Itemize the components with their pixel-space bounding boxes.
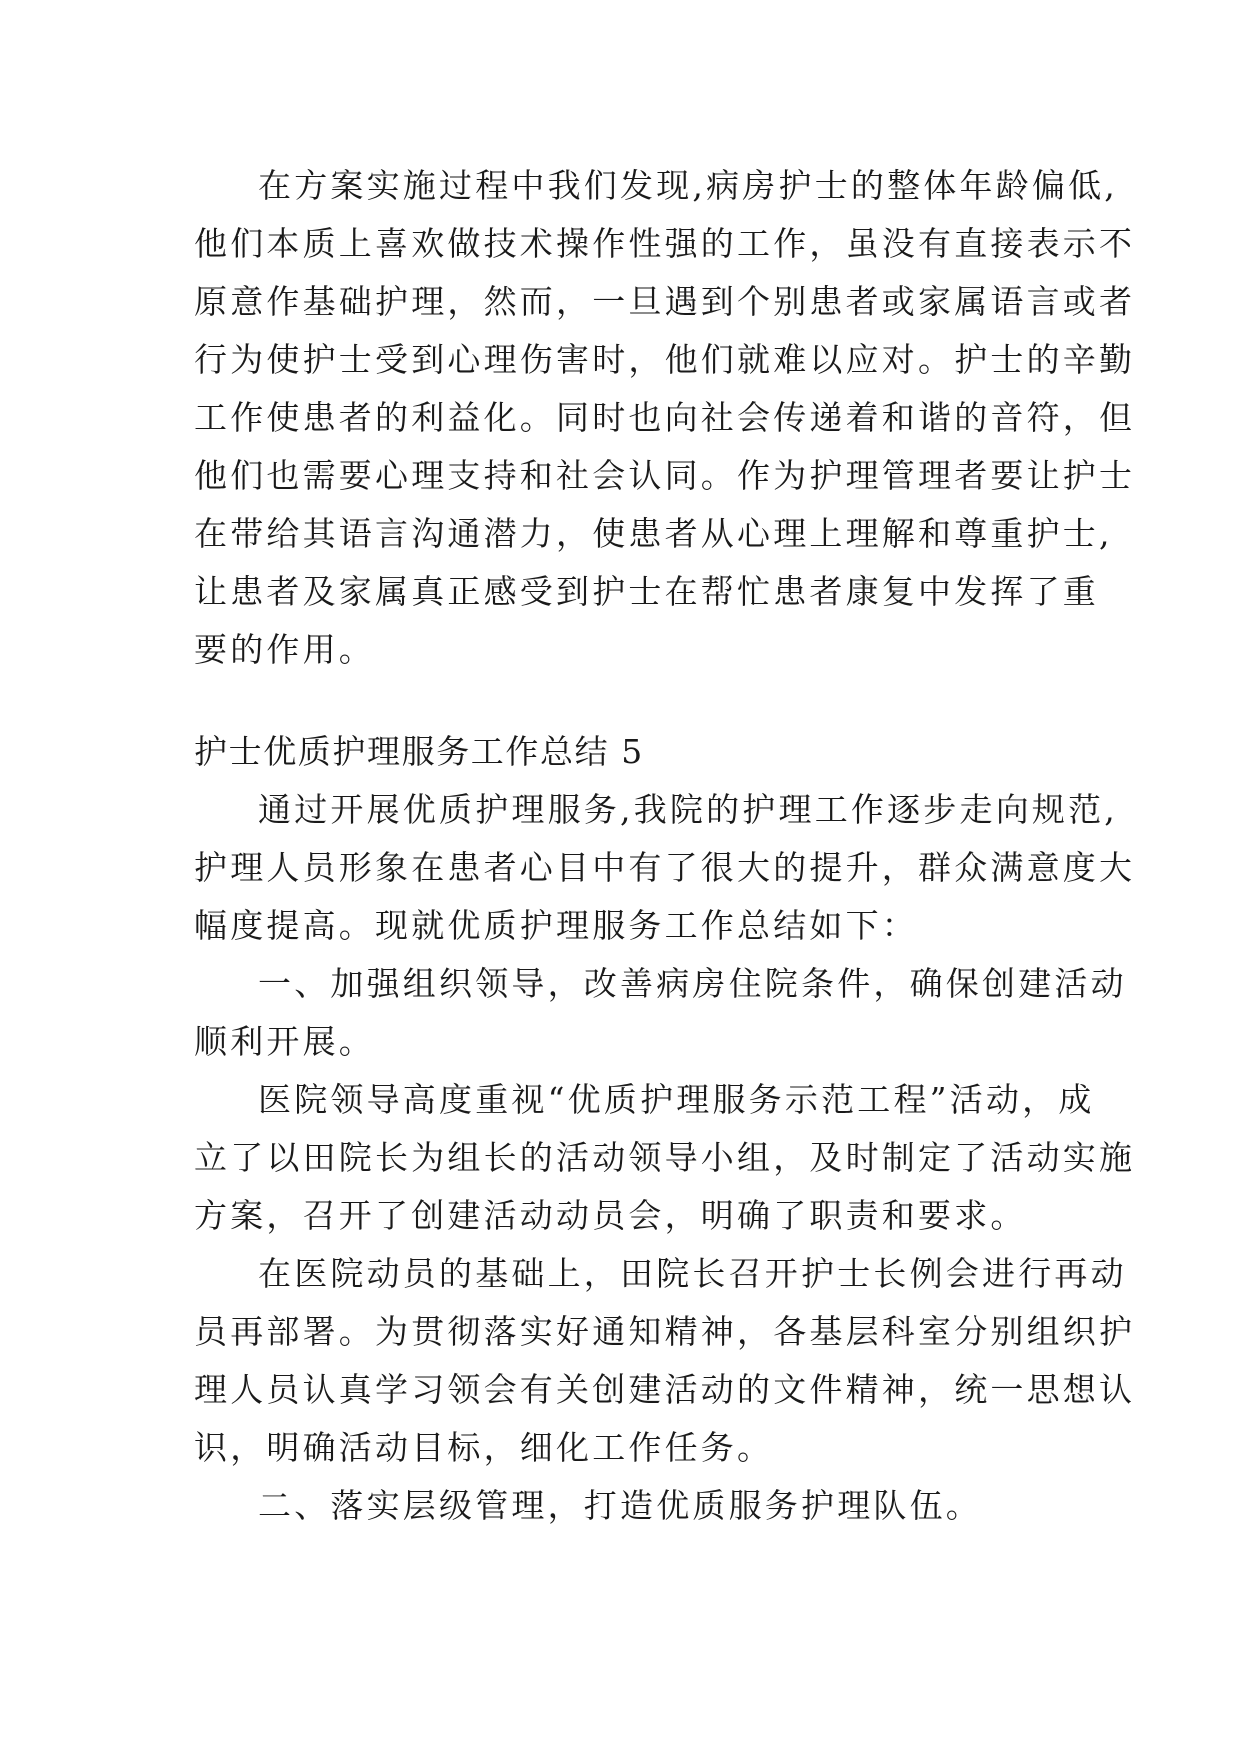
paragraph-line: 顺利开展。: [194, 1022, 375, 1061]
paragraph-line: 在医院动员的基础上，田院长召开护士长例会进行再动: [258, 1254, 1127, 1293]
paragraph-line: 通过开展优质护理服务,我院的护理工作逐步走向规范,: [258, 790, 1118, 829]
paragraph-line: 他们本质上喜欢做技术操作性强的工作，虽没有直接表示不: [194, 224, 1136, 263]
section-heading: 护士优质护理服务工作总结 5: [194, 732, 644, 771]
paragraph-line: 幅度提高。现就优质护理服务工作总结如下：: [194, 906, 918, 945]
paragraph-line: 医院领导高度重视“优质护理服务示范工程”活动，成: [258, 1080, 1095, 1119]
paragraph-line: 二、落实层级管理，打造优质服务护理队伍。: [258, 1486, 982, 1525]
paragraph-line: 原意作基础护理，然而，一旦遇到个别患者或家属语言或者: [194, 282, 1136, 321]
paragraph-line: 在带给其语言沟通潜力，使患者从心理上理解和尊重护士,: [194, 514, 1113, 553]
paragraph-line: 方案，召开了创建活动动员会，明确了职责和要求。: [194, 1196, 1027, 1235]
paragraph-line: 他们也需要心理支持和社会认同。作为护理管理者要让护士: [194, 456, 1136, 495]
paragraph-line: 工作使患者的利益化。同时也向社会传递着和谐的音符，但: [194, 398, 1136, 437]
paragraph-line: 行为使护士受到心理伤害时，他们就难以应对。护士的辛勤: [194, 340, 1136, 379]
paragraph-line: 立了以田院长为组长的活动领导小组，及时制定了活动实施: [194, 1138, 1136, 1177]
paragraph-line: 要的作用。: [194, 630, 375, 669]
paragraph-line: 护理人员形象在患者心目中有了很大的提升，群众满意度大: [194, 848, 1136, 887]
paragraph-line: 理人员认真学习领会有关创建活动的文件精神，统一思想认: [194, 1370, 1136, 1409]
paragraph-line: 让患者及家属真正感受到护士在帮忙患者康复中发挥了重: [194, 572, 1099, 611]
paragraph-line: 员再部署。为贯彻落实好通知精神，各基层科室分别组织护: [194, 1312, 1136, 1351]
paragraph-line: 在方案实施过程中我们发现,病房护士的整体年龄偏低,: [258, 166, 1118, 205]
paragraph-line: 一、加强组织领导，改善病房住院条件，确保创建活动: [258, 964, 1127, 1003]
paragraph-line: 识，明确活动目标，细化工作任务。: [194, 1428, 774, 1467]
